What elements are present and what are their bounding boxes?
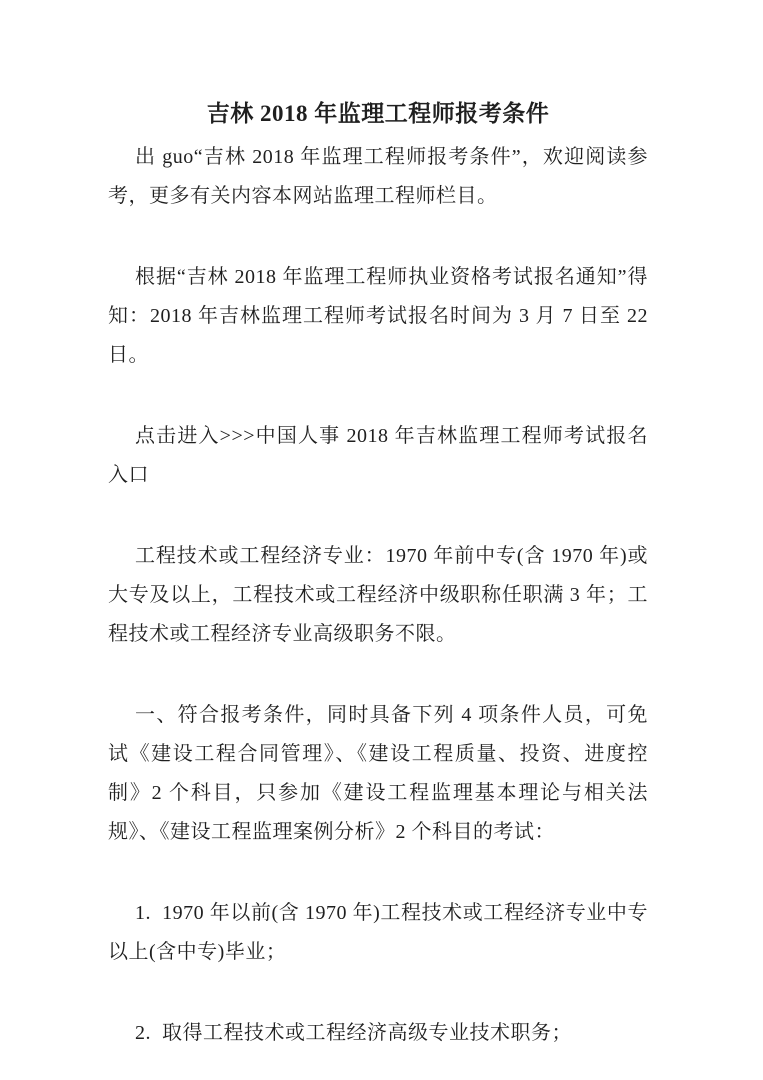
paragraph-exemption-conditions: 一、符合报考条件，同时具备下列 4 项条件人员，可免试《建设工程合同管理》、《建设工程质量、投资、进度控制》2 个科目，只参加《建设工程监理基本理论与相关法规》、《建设工程监理案例分析》2 个科目的考试： <box>108 704 648 843</box>
numbered-item-1: 1. 1970 年以前(含 1970 年)工程技术或工程经济专业中专以上(含中专)毕业； <box>108 902 648 963</box>
paragraph-entry-link: 点击进入>>>中国人事 2018 年吉林监理工程师考试报名入口 <box>108 425 648 486</box>
paragraph-qualification-requirements: 工程技术或工程经济专业：1970 年前中专(含 1970 年)或大专及以上，工程技术或工程经济中级职称任职满 3 年；工程技术或工程经济专业高级职务不限。 <box>108 545 648 645</box>
paragraph-registration-notice: 根据“吉林 2018 年监理工程师执业资格考试报名通知”得知：2018 年吉林监理工程师考试报名时间为 3 月 7 日至 22 日。 <box>108 266 654 366</box>
numbered-item-2: 2. 取得工程技术或工程经济高级专业技术职务； <box>135 1022 572 1044</box>
paragraph-intro: 出 guo“吉林 2018 年监理工程师报考条件”，欢迎阅读参考，更多有关内容本网站监理工程师栏目。 <box>108 146 648 207</box>
document-title: 吉林 2018 年监理工程师报考条件 <box>206 101 550 126</box>
